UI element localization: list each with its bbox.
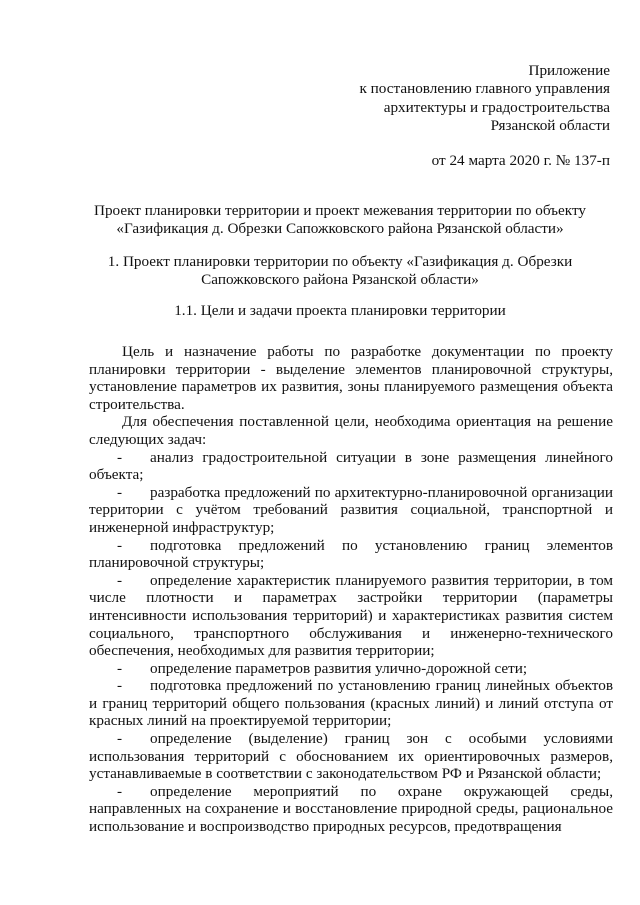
document-title (60, 202, 620, 237)
section-title-line-2: Сапожковского района Рязанской области» (201, 270, 479, 288)
list-item (89, 484, 613, 537)
list-item-text: определение (выделение) границ зон с особыми условиями использования территорий с обоснованием их ориентировочных размеров, устанавливаемые в соответствии с законодательством РФ и Рязанской области; (89, 730, 613, 783)
list-item-text: подготовка предложений по установлению границ элементов планировочной структуры; (89, 536, 613, 572)
paragraph-purpose: Цель и назначение работы по разработке документации по проекту планировки территории - выделение элементов планировочной структуры, установление параметров их развития, зоны планируемого размещения объекта строительства. (89, 343, 613, 413)
appendix-block (290, 62, 610, 136)
section-title-line-1: 1. Проект планировки территории по объекту «Газификация д. Обрезки (107, 253, 573, 270)
list-item (89, 449, 613, 484)
list-item (89, 730, 613, 783)
section-title (60, 253, 620, 288)
list-item (89, 677, 613, 730)
appendix-line-1: Приложение (528, 62, 610, 79)
document-title-line-1: Проект планировки территории и проект межевания территории по объекту (94, 202, 586, 219)
list-item-text: определение мероприятий по охране окружающей среды, направленных на сохранение и восстановление природной среды, рациональное использование и воспроизводство природных ресурсов, предотвращения (89, 782, 613, 836)
list-bullet: - (117, 782, 123, 800)
list-bullet: - (117, 536, 123, 554)
list-item-text: анализ градостроительной ситуации в зоне размещения линейного объекта; (89, 448, 613, 484)
body-text (89, 343, 613, 836)
list-item (89, 537, 613, 572)
list-item-text: определение параметров развития улично-дорожной сети; (150, 659, 528, 677)
list-item (89, 572, 613, 660)
document-title-line-2: «Газификация д. Обрезки Сапожковского района Рязанской области» (116, 219, 564, 237)
order-date-line: от 24 марта 2020 г. № 137-п (431, 152, 610, 169)
paragraph-tasks-intro: Для обеспечения поставленной цели, необходима ориентация на решение следующих задач: (89, 413, 613, 448)
subsection-title: 1.1. Цели и задачи проекта планировки территории (174, 302, 506, 319)
list-bullet: - (117, 659, 123, 677)
appendix-line-4: Рязанской области (490, 117, 610, 135)
list-item-text: подготовка предложений по установлению границ линейных объектов и границ территорий общего пользования (красных линий) и линий отступа от красных линий на проектируемой территории; (89, 677, 613, 730)
appendix-line-3: архитектуры и градостроительства (383, 98, 610, 116)
list-bullet: - (117, 677, 123, 695)
list-item-text: определение характеристик планируемого развития территории, в том числе плотности и параметрах застройки территории (параметры интенсивности использования территорий) и характеристиках развития систем социального, транспортного обслуживания и инженерно-технического обеспечения, необходимых для развития территории; (89, 571, 613, 660)
list-bullet: - (117, 448, 123, 466)
list-bullet: - (117, 571, 123, 589)
list-bullet: - (117, 730, 123, 748)
list-bullet: - (117, 483, 123, 501)
appendix-line-2: к постановлению главного управления (359, 80, 610, 98)
list-item-text: разработка предложений по архитектурно-планировочной организации территории с учётом требований развития социальной, транспортной и инженерной инфраструктур; (89, 483, 613, 536)
list-item (89, 660, 613, 678)
list-item (89, 783, 613, 836)
